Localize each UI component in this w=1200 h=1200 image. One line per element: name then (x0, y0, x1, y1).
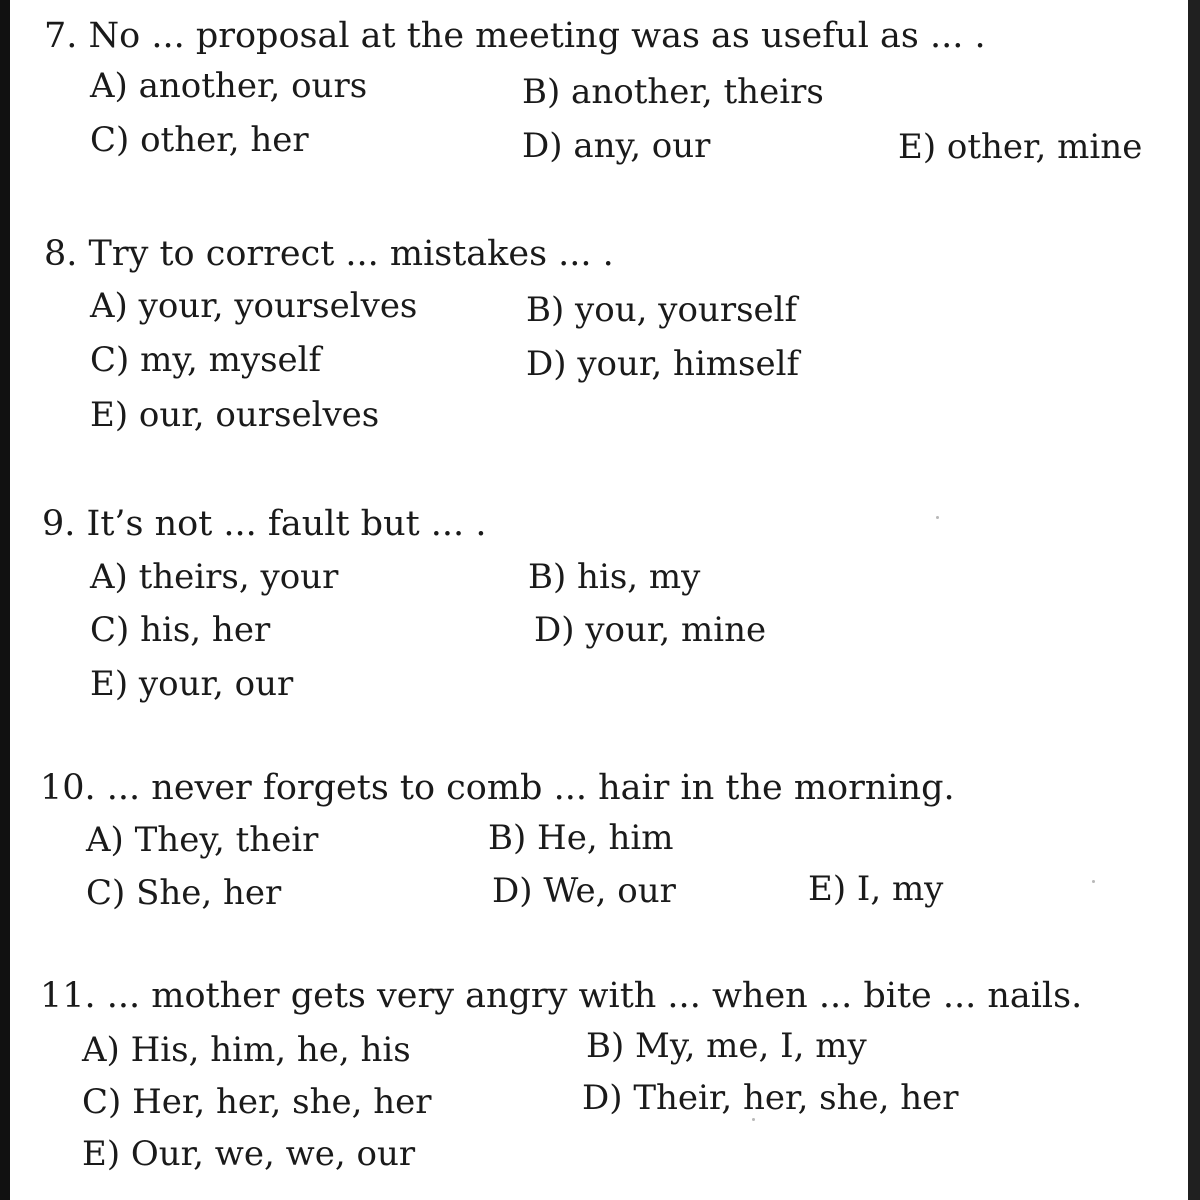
question-9-option-e: E) your, our (90, 664, 294, 704)
question-8-text: 8. Try to correct ... mistakes ... . (44, 234, 614, 274)
scan-right-edge (1188, 0, 1200, 1200)
question-8-option-a: A) your, yourselves (90, 286, 418, 326)
scan-speck (936, 516, 939, 519)
question-10-option-b: B) He, him (488, 818, 674, 858)
question-11-text: 11. ... mother gets very angry with ... when ... bite ... nails. (40, 976, 1083, 1016)
question-10-option-a: A) They, their (86, 820, 319, 860)
worksheet-page (10, 0, 1188, 1200)
question-7-option-d: D) any, our (522, 126, 711, 166)
question-8-option-d: D) your, himself (526, 344, 800, 384)
question-7-option-c: C) other, her (90, 120, 309, 160)
question-7-option-b: B) another, theirs (522, 72, 824, 112)
question-11-option-d: D) Their, her, she, her (582, 1078, 959, 1118)
question-7-option-e: E) other, mine (898, 127, 1143, 167)
question-9-option-b: B) his, my (528, 557, 701, 597)
question-9-option-c: C) his, her (90, 610, 271, 650)
question-10-option-e: E) I, my (808, 869, 944, 909)
question-8-option-c: C) my, myself (90, 340, 322, 380)
question-9-option-a: A) theirs, your (90, 557, 339, 597)
scan-speck (1092, 880, 1095, 883)
scan-left-edge (0, 0, 10, 1200)
question-10-text: 10. ... never forgets to comb ... hair in the morning. (40, 768, 955, 808)
question-10-option-d: D) We, our (492, 871, 676, 911)
question-9-text: 9. It’s not ... fault but ... . (42, 504, 487, 544)
scan-speck (752, 1118, 755, 1121)
question-11-option-b: B) My, me, I, my (586, 1026, 867, 1066)
question-7-text: 7. No ... proposal at the meeting was as useful as ... . (44, 16, 986, 56)
question-11-option-e: E) Our, we, we, our (82, 1134, 416, 1174)
question-11-option-a: A) His, him, he, his (82, 1030, 411, 1070)
question-8-option-e: E) our, ourselves (90, 395, 380, 435)
question-11-option-c: C) Her, her, she, her (82, 1082, 432, 1122)
question-7-option-a: A) another, ours (90, 66, 368, 106)
question-8-option-b: B) you, yourself (526, 290, 798, 330)
question-10-option-c: C) She, her (86, 873, 282, 913)
question-9-option-d: D) your, mine (534, 610, 767, 650)
